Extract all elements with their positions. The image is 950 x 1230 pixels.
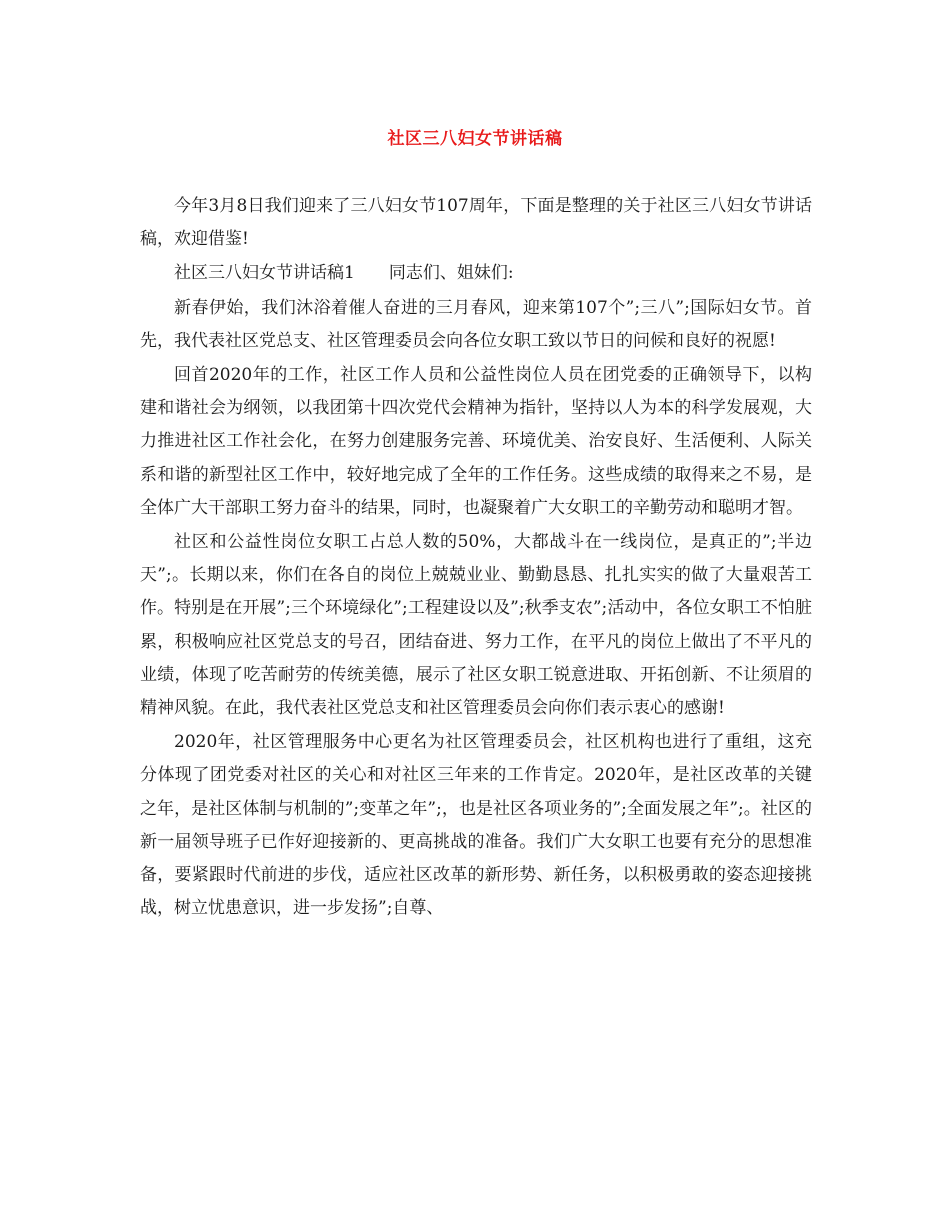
document-title: 社区三八妇女节讲话稿 bbox=[387, 129, 563, 149]
paragraph-female-staff: 社区和公益性岗位女职工占总人数的50%，大都战斗在一线岗位，是真正的”;半边天”;。长期以来，你们在各自的岗位上兢兢业业、勤勤恳恳、扎扎实实的做了大量艰苦工作。特别是在开展”;三个环境绿化”;工程建设以及”;秋季支农”;活动中，各位女职工不怕脏累，积极响应社区党总支的号召，团结奋进、努力工作，在平凡的岗位上做出了不平凡的业绩，体现了吃苦耐劳的传统美德，展示了社区女职工锐意进取、开拓创新、不让须眉的精神风貌。在此，我代表社区党总支和社区管理委员会向你们表示衷心的感谢! bbox=[140, 532, 812, 719]
paragraph-reform: 2020年，社区管理服务中心更名为社区管理委员会，社区机构也进行了重组，这充分体现了团党委对社区的关心和对社区三年来的工作肯定。2020年，是社区改革的关键之年，是社区体制与机制的”;变革之年”;，也是社区各项业务的”;全面发展之年”;。社区的新一届领导班子已作好迎接新的、更高挑战的准备。我们广大女职工也要有充分的思想准备，要紧跟时代前进的步伐，适应社区改革的新形势、新任务，以积极勇敢的姿态迎接挑战，树立忧患意识，进一步发扬”;自尊、 bbox=[140, 732, 812, 919]
paragraph-opening: 新春伊始，我们沐浴着催人奋进的三月春风，迎来第107个”;三八”;国际妇女节。首先，我代表社区党总支、社区管理委员会向各位女职工致以节日的问候和良好的祝愿! bbox=[140, 297, 812, 351]
paragraph-review-2020: 回首2020年的工作，社区工作人员和公益性岗位人员在团党委的正确领导下，以构建和谐社会为纲领，以我团第十四次党代会精神为指针，坚持以人为本的科学发展观，大力推进社区工作社会化，在努力创建服务完善、环境优美、治安良好、生活便利、人际关系和谐的新型社区工作中，较好地完成了全年的工作任务。这些成绩的取得来之不易，是全体广大干部职工努力奋斗的结果，同时，也凝聚着广大女职工的辛勤劳动和聪明才智。 bbox=[140, 365, 812, 518]
document-body bbox=[140, 190, 812, 926]
paragraph-intro: 今年3月8日我们迎来了三八妇女节107周年，下面是整理的关于社区三八妇女节讲话稿，欢迎借鉴! bbox=[140, 196, 812, 250]
paragraph-heading-greeting: 社区三八妇女节讲话稿1 同志们、姐妹们: bbox=[174, 263, 514, 284]
